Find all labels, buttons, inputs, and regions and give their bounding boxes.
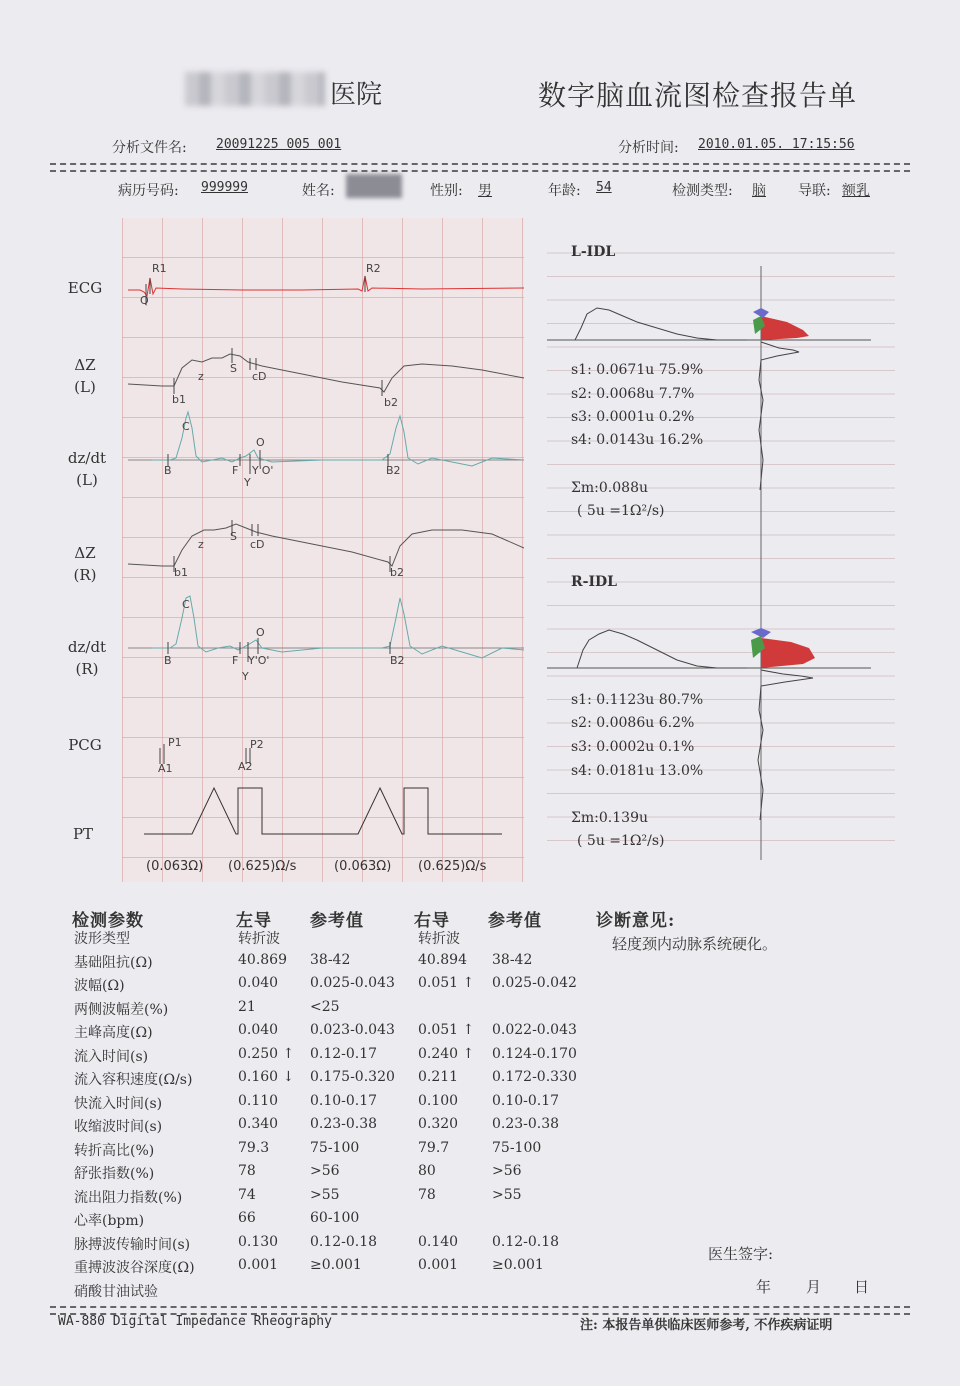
device-name: WA-880 Digital Impedance Rheography [58, 1314, 332, 1329]
param-cell-left: 0.110 [238, 1092, 279, 1109]
param-cell-ref2: 0.172-0.330 [492, 1069, 577, 1085]
pcg-label: PCG [68, 736, 102, 754]
marker-yo-right: Y'O' [248, 654, 270, 667]
marker-c-left: C [182, 420, 190, 433]
param-cell-ref: ≥0.001 [310, 1257, 362, 1273]
l-idl-s3: s3: 0.0001u 0.2% [571, 409, 695, 425]
r-idl-sum: Σm:0.139u [571, 810, 648, 826]
delta-z-right-label: ΔZ (R) [73, 544, 97, 584]
marker-s-left: S [230, 362, 237, 375]
signature-month: 月 [806, 1278, 822, 1296]
diagnosis-text: 轻度颈内动脉系统硬化。 [612, 935, 778, 953]
record-label: 病历号码: [118, 183, 179, 199]
pt-value-1: (0.063Ω) [146, 859, 204, 874]
marker-o-left: O [256, 436, 265, 449]
marker-f-right: F [232, 654, 239, 667]
marker-b2-right: b2 [390, 566, 404, 579]
pt-value-4: (0.625)Ω/s [418, 859, 487, 874]
r-idl-s4: s4: 0.0181u 13.0% [571, 763, 704, 779]
param-cell-ref2: 75-100 [492, 1139, 542, 1156]
param-cell-ref2: 0.022-0.043 [492, 1022, 577, 1038]
marker-a1: A1 [158, 762, 173, 775]
marker-b2b-left: B2 [386, 464, 401, 477]
param-cell-ref: 0.023-0.043 [310, 1022, 395, 1038]
delta-z-left-label: ΔZ (L) [74, 356, 96, 396]
marker-r1: R1 [152, 262, 167, 275]
param-cell-ref2: >55 [492, 1186, 522, 1203]
param-cell-name: 基础阻抗(Ω) [74, 954, 153, 971]
marker-c-right: C [182, 598, 190, 611]
param-cell-left: 74 [238, 1186, 256, 1203]
param-cell-name: 流出阻力指数(%) [74, 1189, 183, 1206]
marker-y-right: Y [242, 670, 249, 683]
param-cell-right: 78 [418, 1186, 436, 1203]
param-cell-name: 流入容积速度(Ω/s) [74, 1072, 193, 1088]
marker-z-left: z [198, 370, 204, 383]
param-cell-left: 40.869 [238, 951, 287, 968]
marker-z-right: z [198, 538, 204, 551]
param-cell-left: 21 [238, 998, 256, 1015]
report-title: 数字脑血流图检查报告单 [538, 79, 858, 112]
marker-cd-right: cD [250, 538, 265, 551]
param-cell-ref: >55 [310, 1186, 340, 1203]
param-cell-right: 0.140 [418, 1233, 459, 1250]
param-cell-right: 0.051 ↑ [418, 1022, 475, 1038]
param-cell-right: 0.240 ↑ [418, 1045, 475, 1062]
param-cell-left: 0.130 [238, 1233, 279, 1250]
param-cell-ref2: >56 [492, 1163, 522, 1179]
sex-value: 男 [478, 183, 492, 199]
param-cell-name: 重搏波波谷深度(Ω) [74, 1260, 195, 1276]
marker-y-left: Y [244, 476, 251, 489]
param-cell-right: 0.001 [418, 1257, 459, 1273]
diagnosis-header: 诊断意见: [596, 911, 676, 931]
marker-r2: R2 [366, 262, 381, 275]
ref-header: 参考值 [310, 911, 364, 931]
param-cell-left: 0.040 [238, 1022, 279, 1038]
param-cell-ref: 0.12-0.18 [310, 1233, 378, 1250]
param-cell-right: 转折波 [418, 931, 460, 947]
param-cell-ref2: 0.10-0.17 [492, 1092, 560, 1109]
marker-b1-left: b1 [172, 393, 186, 406]
param-cell-left: 0.040 [238, 975, 279, 991]
param-cell-left: 0.001 [238, 1257, 279, 1273]
signature-day: 日 [854, 1278, 870, 1296]
l-idl-s2: s2: 0.0068u 7.7% [571, 386, 695, 402]
marker-a2: A2 [238, 760, 253, 773]
param-cell-name: 硝酸甘油试验 [74, 1283, 158, 1300]
left-lead-header: 左导 [236, 911, 272, 931]
r-idl-s3: s3: 0.0002u 0.1% [571, 739, 695, 755]
param-cell-ref: 0.025-0.043 [310, 975, 395, 991]
footer-note: 注: 本报告单供临床医师参考, 不作疾病证明 [580, 1318, 833, 1333]
l-idl-title: L-IDL [571, 244, 616, 260]
marker-o-right: O [256, 626, 265, 639]
param-cell-right: 0.100 [418, 1092, 459, 1109]
r-idl-title: R-IDL [571, 574, 617, 590]
marker-p1: P1 [168, 736, 182, 749]
param-cell-ref: 0.10-0.17 [310, 1092, 378, 1109]
right-lead-header: 右导 [414, 911, 450, 931]
param-cell-name: 转折高比(%) [74, 1142, 155, 1159]
param-cell-left: 0.160 ↓ [238, 1069, 295, 1085]
lead-value: 额乳 [842, 183, 870, 199]
sex-label: 性别: [430, 183, 463, 199]
param-cell-right: 40.894 [418, 951, 467, 968]
param-cell-name: 流入时间(s) [74, 1048, 149, 1065]
param-cell-ref: 0.12-0.17 [310, 1045, 378, 1062]
param-cell-name: 波幅(Ω) [74, 978, 125, 994]
param-cell-ref2: 0.12-0.18 [492, 1233, 560, 1250]
dzdt-right-label: dz/dt (R) [67, 638, 107, 678]
age-value: 54 [596, 180, 612, 195]
param-cell-ref2: 0.025-0.042 [492, 975, 577, 991]
time-label: 分析时间: [618, 140, 679, 156]
param-cell-ref: <25 [310, 998, 340, 1015]
l-idl-unit: ( 5u =1Ω²/s) [577, 503, 665, 519]
param-cell-name: 心率(bpm) [74, 1213, 145, 1229]
signature-label: 医生签字: [708, 1245, 774, 1263]
file-value: 20091225 005 001 [216, 137, 342, 152]
r-idl-unit: ( 5u =1Ω²/s) [577, 833, 665, 849]
param-cell-name: 收缩波时间(s) [74, 1119, 163, 1135]
param-cell-left: 78 [238, 1163, 256, 1179]
param-cell-right: 79.7 [418, 1139, 450, 1156]
param-cell-name: 快流入时间(s) [74, 1095, 163, 1112]
name-label: 姓名: [302, 183, 335, 199]
l-idl-sum: Σm:0.088u [571, 480, 648, 496]
exam-label: 检测类型: [672, 183, 733, 199]
param-cell-left: 0.340 [238, 1116, 279, 1132]
param-cell-name: 舒张指数(%) [74, 1166, 155, 1182]
ecg-label: ECG [67, 279, 103, 297]
param-cell-left: 79.3 [238, 1139, 270, 1156]
param-cell-ref2: 38-42 [492, 951, 533, 968]
dzdt-left-label: dz/dt (L) [67, 449, 107, 489]
lead-label: 导联: [798, 183, 831, 199]
param-cell-left: 66 [238, 1210, 256, 1226]
param-cell-ref2: ≥0.001 [492, 1257, 544, 1273]
l-idl-s1: s1: 0.0671u 75.9% [571, 362, 704, 378]
age-label: 年龄: [548, 183, 581, 199]
marker-s-right: S [230, 530, 237, 543]
pt-value-3: (0.063Ω) [334, 859, 392, 874]
param-cell-ref: 75-100 [310, 1139, 360, 1156]
marker-b2b-right: B2 [390, 654, 405, 667]
r-idl-s2: s2: 0.0086u 6.2% [571, 715, 695, 731]
file-label: 分析文件名: [112, 140, 187, 156]
record-value: 999999 [201, 180, 248, 195]
param-cell-ref2: 0.23-0.38 [492, 1116, 560, 1132]
param-cell-left: 转折波 [238, 931, 280, 947]
param-cell-ref: 0.23-0.38 [310, 1116, 378, 1132]
r-idl-s1: s1: 0.1123u 80.7% [571, 692, 704, 708]
pt-value-2: (0.625)Ω/s [228, 859, 297, 874]
hospital-suffix: 医院 [330, 80, 383, 110]
marker-b-left: B [164, 464, 172, 477]
param-cell-ref2: 0.124-0.170 [492, 1045, 577, 1062]
marker-yo-left: Y'O' [252, 464, 274, 477]
marker-f-left: F [232, 464, 239, 477]
param-cell-right: 80 [418, 1163, 436, 1179]
pt-label: PT [72, 825, 94, 843]
param-cell-left: 0.250 ↑ [238, 1045, 295, 1062]
marker-b1-right: b1 [174, 566, 188, 579]
marker-b2-left: b2 [384, 396, 398, 409]
time-value: 2010.01.05. 17:15:56 [698, 137, 855, 152]
marker-cd-left: cD [252, 370, 267, 383]
l-idl-s4: s4: 0.0143u 16.2% [571, 432, 704, 448]
ref2-header: 参考值 [488, 911, 542, 931]
marker-p2: P2 [250, 738, 264, 751]
param-cell-right: 0.051 ↑ [418, 975, 475, 991]
signature-year: 年 [756, 1278, 772, 1296]
exam-value: 脑 [752, 183, 766, 199]
param-cell-right: 0.211 [418, 1069, 459, 1085]
param-cell-right: 0.320 [418, 1116, 459, 1132]
param-cell-name: 波形类型 [74, 931, 130, 947]
param-cell-ref: 60-100 [310, 1210, 360, 1226]
param-header: 检测参数 [72, 911, 144, 931]
param-cell-ref: 0.175-0.320 [310, 1069, 395, 1085]
param-cell-name: 脉搏波传输时间(s) [74, 1236, 191, 1253]
param-cell-ref: >56 [310, 1163, 340, 1179]
marker-b-right: B [164, 654, 172, 667]
param-cell-ref: 38-42 [310, 951, 351, 968]
param-cell-name: 主峰高度(Ω) [74, 1025, 153, 1041]
param-cell-name: 两侧波幅差(%) [74, 1001, 169, 1018]
marker-q: Q [140, 294, 149, 307]
